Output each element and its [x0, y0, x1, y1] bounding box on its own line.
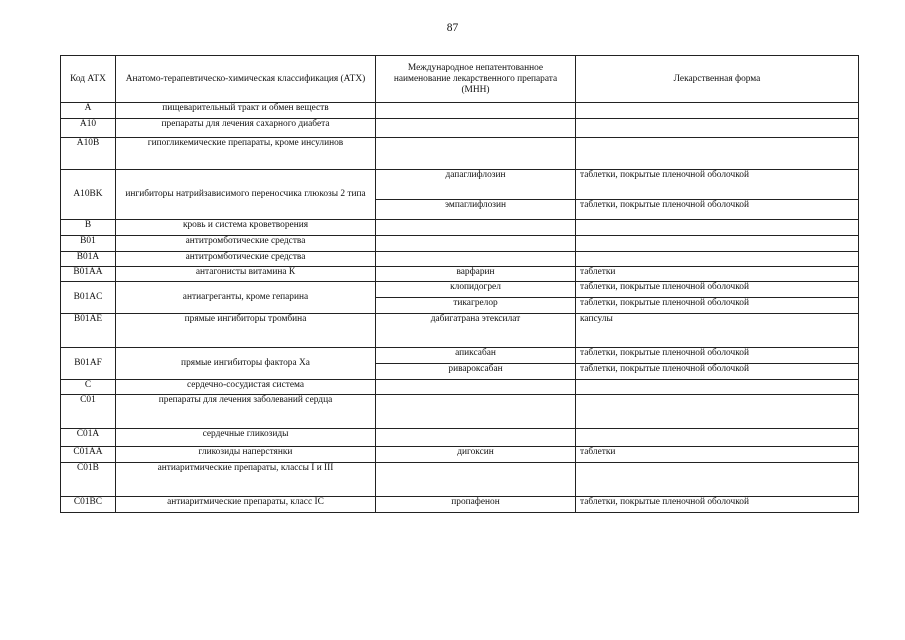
dosage-form-cell — [576, 380, 859, 395]
atx-classification-cell: препараты для лечения сахарного диабета — [116, 119, 376, 138]
atx-code-cell: A10 — [61, 119, 116, 138]
dosage-form-cell: таблетки, покрытые пленочной оболочкой — [576, 282, 859, 298]
header-code: Код АТХ — [61, 56, 116, 103]
dosage-form-cell — [576, 395, 859, 429]
table-row — [61, 497, 859, 513]
inn-cell — [376, 119, 576, 138]
atx-code-cell: C01A — [61, 429, 116, 447]
dosage-form-cell — [576, 252, 859, 267]
inn-cell: тикагрелор — [376, 298, 576, 314]
dosage-form-cell — [576, 138, 859, 170]
atx-table — [60, 55, 859, 513]
inn-cell — [376, 252, 576, 267]
dosage-form-cell: капсулы — [576, 314, 859, 348]
header-form: Лекарственная форма — [576, 56, 859, 103]
atx-code-cell: C — [61, 380, 116, 395]
atx-classification-cell: гликозиды наперстянки — [116, 447, 376, 463]
dosage-form-cell: таблетки — [576, 267, 859, 282]
dosage-form-cell: таблетки, покрытые пленочной оболочкой — [576, 348, 859, 364]
atx-classification-cell: антитромботические средства — [116, 252, 376, 267]
atx-code-cell: B01A — [61, 252, 116, 267]
atx-code-cell: C01B — [61, 463, 116, 497]
table-row — [61, 282, 859, 298]
atx-code-cell: B — [61, 220, 116, 236]
dosage-form-cell: таблетки, покрытые пленочной оболочкой — [576, 170, 859, 200]
inn-cell — [376, 463, 576, 497]
table-row — [61, 348, 859, 364]
page-number: 87 — [446, 22, 459, 34]
atx-classification-cell: антиаритмические препараты, классы I и III — [116, 463, 376, 497]
table-row — [61, 252, 859, 267]
atx-code-cell: A10BK — [61, 170, 116, 220]
inn-cell — [376, 380, 576, 395]
table-row — [61, 138, 859, 170]
dosage-form-cell — [576, 220, 859, 236]
dosage-form-cell: таблетки, покрытые пленочной оболочкой — [576, 497, 859, 513]
dosage-form-cell: таблетки, покрытые пленочной оболочкой — [576, 298, 859, 314]
atx-classification-cell: прямые ингибиторы фактора Xa — [116, 348, 376, 380]
inn-cell — [376, 138, 576, 170]
atx-classification-cell: кровь и система кроветворения — [116, 220, 376, 236]
table-row — [61, 267, 859, 282]
atx-code-cell: B01AE — [61, 314, 116, 348]
inn-cell: ривароксабан — [376, 364, 576, 380]
atx-classification-cell: гипогликемические препараты, кроме инсулинов — [116, 138, 376, 170]
inn-cell — [376, 103, 576, 119]
table-header-row — [61, 56, 859, 103]
atx-classification-cell: антиаритмические препараты, класс IC — [116, 497, 376, 513]
table-row — [61, 119, 859, 138]
dosage-form-cell — [576, 236, 859, 252]
inn-cell — [376, 220, 576, 236]
inn-cell: дапаглифлозин — [376, 170, 576, 200]
table-row — [61, 380, 859, 395]
inn-cell — [376, 236, 576, 252]
atx-code-cell: B01AA — [61, 267, 116, 282]
table-row — [61, 220, 859, 236]
inn-cell: пропафенон — [376, 497, 576, 513]
table-row — [61, 236, 859, 252]
header-inn: Международное непатентованное наименование лекарственного препарата (МНН) — [376, 56, 576, 103]
dosage-form-cell — [576, 119, 859, 138]
atx-code-cell: C01 — [61, 395, 116, 429]
atx-classification-cell: сердечно-сосудистая система — [116, 380, 376, 395]
inn-cell — [376, 395, 576, 429]
table-row — [61, 170, 859, 200]
atx-code-cell: C01BC — [61, 497, 116, 513]
inn-cell: дигоксин — [376, 447, 576, 463]
atx-code-cell: B01AF — [61, 348, 116, 380]
table-row — [61, 429, 859, 447]
table-row — [61, 314, 859, 348]
header-classification: Анатомо-терапевтическо-химическая классификация (АТХ) — [116, 56, 376, 103]
inn-cell: апиксабан — [376, 348, 576, 364]
table-row — [61, 395, 859, 429]
dosage-form-cell: таблетки, покрытые пленочной оболочкой — [576, 364, 859, 380]
inn-cell: варфарин — [376, 267, 576, 282]
atx-code-cell: B01AC — [61, 282, 116, 314]
dosage-form-cell: таблетки, покрытые пленочной оболочкой — [576, 200, 859, 220]
atx-classification-cell: антиагреганты, кроме гепарина — [116, 282, 376, 314]
inn-cell: клопидогрел — [376, 282, 576, 298]
atx-code-cell: B01 — [61, 236, 116, 252]
atx-classification-cell: прямые ингибиторы тромбина — [116, 314, 376, 348]
atx-classification-cell: препараты для лечения заболеваний сердца — [116, 395, 376, 429]
atx-classification-cell: сердечные гликозиды — [116, 429, 376, 447]
atx-code-cell: A — [61, 103, 116, 119]
atx-code-cell: C01AA — [61, 447, 116, 463]
inn-cell — [376, 429, 576, 447]
atx-classification-cell: ингибиторы натрийзависимого переносчика глюкозы 2 типа — [116, 170, 376, 220]
atx-classification-cell: антагонисты витамина К — [116, 267, 376, 282]
table-row — [61, 447, 859, 463]
dosage-form-cell — [576, 103, 859, 119]
dosage-form-cell — [576, 429, 859, 447]
atx-classification-cell: антитромботические средства — [116, 236, 376, 252]
inn-cell: эмпаглифлозин — [376, 200, 576, 220]
inn-cell: дабигатрана этексилат — [376, 314, 576, 348]
table-row — [61, 103, 859, 119]
dosage-form-cell: таблетки — [576, 447, 859, 463]
atx-code-cell: A10B — [61, 138, 116, 170]
atx-classification-cell: пищеварительный тракт и обмен веществ — [116, 103, 376, 119]
table-body — [61, 103, 859, 513]
dosage-form-cell — [576, 463, 859, 497]
table-row — [61, 463, 859, 497]
